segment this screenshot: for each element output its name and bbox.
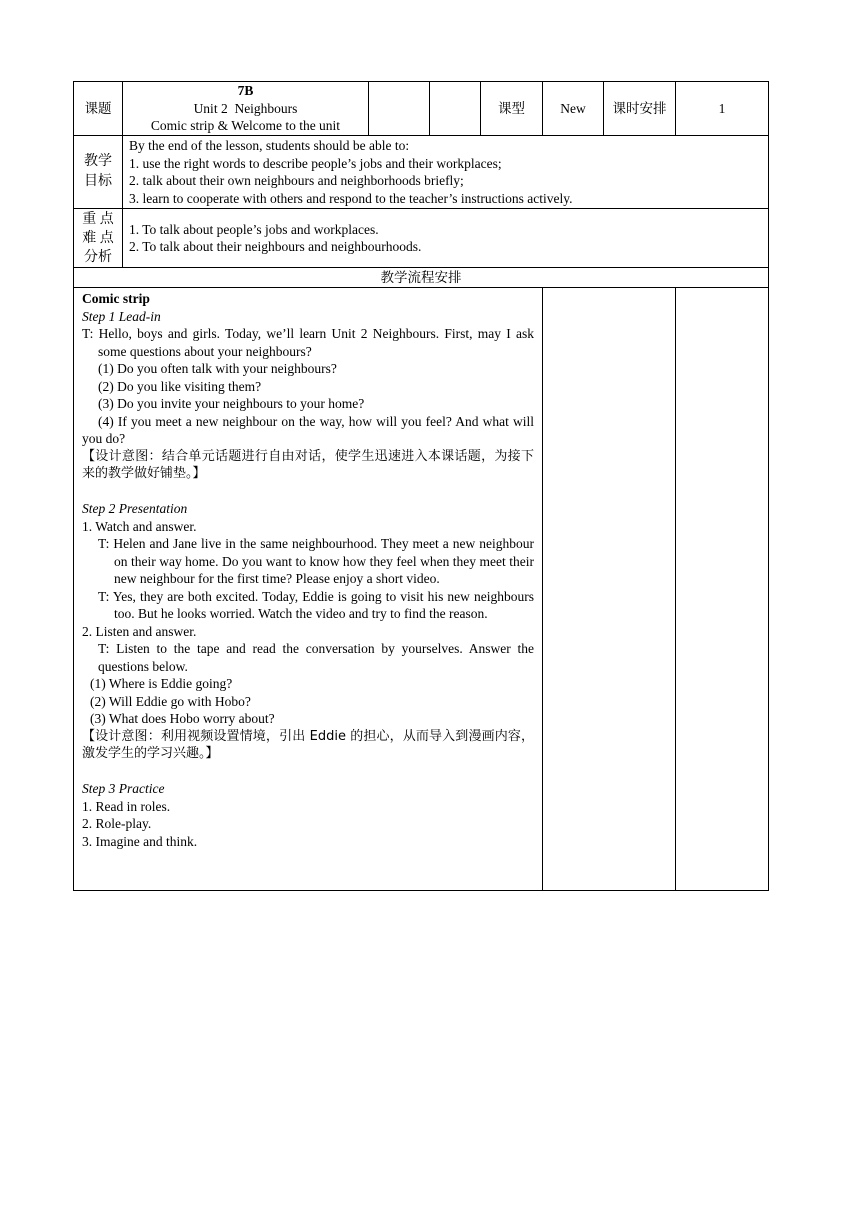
header-row (74, 82, 769, 136)
step1-title: Step 1 Lead-in (82, 308, 161, 324)
step2-title: Step 2 Presentation (82, 501, 188, 516)
notes-column (543, 288, 676, 891)
step3-title: Step 3 Practice (82, 781, 165, 796)
step1-question: (2) Do you like visiting them? (98, 378, 262, 394)
step2-design-note: 【设计意图：利用视频设置情境，引出 Eddie 的担心，从而导入到漫画内容，激发学生的学习兴趣。】 (82, 728, 534, 761)
key-points-row (74, 209, 769, 268)
procedure-row (74, 288, 769, 891)
key-points-label (74, 209, 123, 268)
key-points-label-line: 分析 (84, 249, 112, 265)
lesson-type-value: New (543, 82, 604, 136)
period-label: 课时安排 (604, 82, 676, 136)
key-points-content (123, 209, 769, 268)
objectives-line: By the end of the lesson, students should be able to: (129, 138, 410, 153)
step3-item: 2. Role-play. (82, 816, 152, 831)
key-points-label-line: 重 点 (82, 211, 114, 227)
flow-title-row (74, 268, 769, 288)
step1-question: (3) Do you invite your neighbours to your home? (98, 396, 365, 411)
step1-question: (4) If you meet a new neighbour on the way, how will you feel? And what will you do? (82, 413, 534, 446)
step1-design-note: 【设计意图：结合单元话题进行自由对话，使学生迅速进入本课话题，为接下来的教学做好铺垫。】 (82, 448, 534, 481)
objectives-line: 1. use the right words to describe people’s jobs and their workplaces; (129, 155, 502, 171)
key-points-label-line: 难 点 (82, 230, 114, 246)
step2-question: (3) What does Hobo worry about? (90, 711, 275, 726)
key-points-line: 2. To talk about their neighbours and neighbourhoods. (129, 239, 422, 254)
lesson-subtitle: Comic strip & Welcome to the unit (150, 118, 341, 134)
empty-cell-2 (430, 82, 481, 136)
spacer (82, 763, 534, 781)
lesson-title-cell (123, 82, 369, 136)
objectives-line: 2. talk about their own neighbours and neighborhoods briefly; (129, 173, 464, 188)
step2-teacher-line: T: Yes, they are both excited. Today, Eddie is going to visit his new neighbours too. But he looks worried. Watch the video and try to find the reason. (98, 588, 534, 621)
spacer (82, 483, 534, 501)
step1-question: (1) Do you often talk with your neighbours? (98, 361, 337, 376)
reflection-column (676, 288, 769, 891)
step1-intro: T: Hello, boys and girls. Today, we’ll learn Unit 2 Neighbours. First, may I ask some questions about your neighbours? (82, 326, 534, 359)
procedure-content (74, 288, 543, 891)
objectives-label (74, 136, 123, 209)
step2-teacher-line: T: Helen and Jane live in the same neighbourhood. They meet a new neighbour on their way home. Do you want to know how they feel when they meet their new neighbour for the first time? Please enjoy a short video. (98, 536, 534, 586)
lesson-plan-page (73, 81, 768, 891)
period-value: 1 (676, 82, 769, 136)
step3-item: 3. Imagine and think. (82, 833, 198, 849)
step2-item: 1. Watch and answer. (82, 518, 197, 534)
grade-label: 7B (237, 83, 254, 99)
lesson-plan-table (73, 81, 769, 891)
lesson-type-label: 课型 (481, 82, 543, 136)
objectives-line: 3. learn to cooperate with others and respond to the teacher’s instructions actively. (129, 190, 573, 206)
step2-item: 2. Listen and answer. (82, 623, 197, 639)
key-points-line: 1. To talk about people’s jobs and workplaces. (129, 221, 379, 237)
empty-cell-1 (369, 82, 430, 136)
objectives-row (74, 136, 769, 209)
step2-question: (2) Will Eddie go with Hobo? (90, 693, 251, 709)
step3-item: 1. Read in roles. (82, 798, 171, 814)
topic-label: 课题 (74, 82, 123, 136)
objectives-label-text: 教学目标 (84, 154, 112, 189)
unit-title: Unit 2 Neighbours (193, 100, 298, 116)
step2-teacher-line: T: Listen to the tape and read the conversation by yourselves. Answer the questions below. (98, 641, 534, 674)
step2-question: (1) Where is Eddie going? (90, 676, 233, 691)
section-title: Comic strip (82, 291, 150, 306)
objectives-content (123, 136, 769, 209)
flow-title: 教学流程安排 (74, 268, 769, 288)
